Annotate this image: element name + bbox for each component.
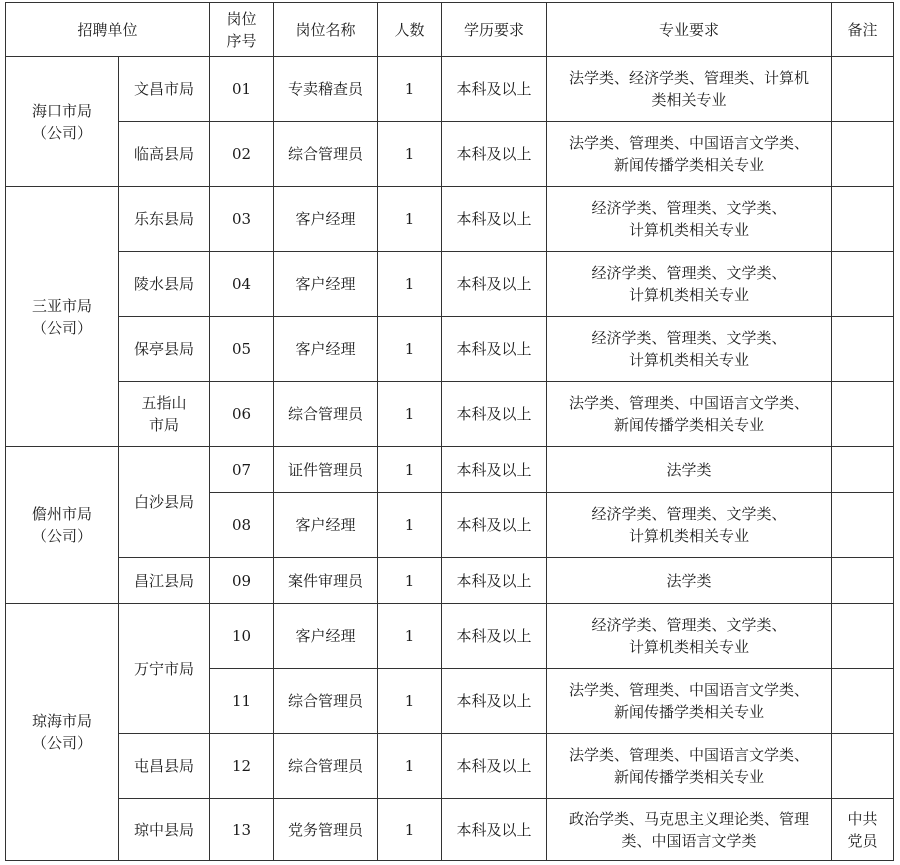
position-seq: 09 bbox=[210, 558, 274, 604]
position-name: 客户经理 bbox=[274, 187, 378, 252]
education-req: 本科及以上 bbox=[442, 558, 547, 604]
major-req: 经济学类、管理类、文学类、 计算机类相关专业 bbox=[547, 252, 832, 317]
position-count: 1 bbox=[378, 447, 442, 493]
table-row bbox=[6, 122, 894, 187]
major-req: 法学类 bbox=[547, 558, 832, 604]
table-row bbox=[6, 317, 894, 382]
position-seq: 01 bbox=[210, 57, 274, 122]
education-req: 本科及以上 bbox=[442, 252, 547, 317]
position-seq: 13 bbox=[210, 799, 274, 861]
table-row bbox=[6, 57, 894, 122]
table-row bbox=[6, 382, 894, 447]
position-name: 综合管理员 bbox=[274, 382, 378, 447]
position-count: 1 bbox=[378, 734, 442, 799]
major-req: 经济学类、管理类、文学类、 计算机类相关专业 bbox=[547, 187, 832, 252]
group-name: 琼海市局 （公司） bbox=[6, 604, 119, 861]
bureau-name: 昌江县局 bbox=[119, 558, 210, 604]
major-req: 法学类、经济学类、管理类、计算机 类相关专业 bbox=[547, 57, 832, 122]
bureau-name: 临高县局 bbox=[119, 122, 210, 187]
table-row bbox=[6, 799, 894, 861]
remark bbox=[832, 252, 894, 317]
position-seq: 06 bbox=[210, 382, 274, 447]
table-row bbox=[6, 447, 894, 493]
education-req: 本科及以上 bbox=[442, 122, 547, 187]
major-req: 经济学类、管理类、文学类、 计算机类相关专业 bbox=[547, 317, 832, 382]
education-req: 本科及以上 bbox=[442, 799, 547, 861]
position-seq: 04 bbox=[210, 252, 274, 317]
position-seq: 08 bbox=[210, 493, 274, 558]
group-name: 海口市局 （公司） bbox=[6, 57, 119, 187]
position-name: 客户经理 bbox=[274, 252, 378, 317]
position-name: 客户经理 bbox=[274, 604, 378, 669]
header-remark: 备注 bbox=[832, 3, 894, 57]
position-name: 专卖稽查员 bbox=[274, 57, 378, 122]
position-name: 综合管理员 bbox=[274, 122, 378, 187]
position-seq: 05 bbox=[210, 317, 274, 382]
position-count: 1 bbox=[378, 252, 442, 317]
position-count: 1 bbox=[378, 558, 442, 604]
table-row bbox=[6, 734, 894, 799]
position-name: 案件审理员 bbox=[274, 558, 378, 604]
header-seq: 岗位 序号 bbox=[210, 3, 274, 57]
position-count: 1 bbox=[378, 382, 442, 447]
education-req: 本科及以上 bbox=[442, 669, 547, 734]
bureau-name: 五指山 市局 bbox=[119, 382, 210, 447]
remark bbox=[832, 317, 894, 382]
position-count: 1 bbox=[378, 799, 442, 861]
position-count: 1 bbox=[378, 122, 442, 187]
position-name: 综合管理员 bbox=[274, 669, 378, 734]
position-name: 客户经理 bbox=[274, 493, 378, 558]
major-req: 法学类 bbox=[547, 447, 832, 493]
bureau-name: 保亭县局 bbox=[119, 317, 210, 382]
header-position: 岗位名称 bbox=[274, 3, 378, 57]
bureau-name: 屯昌县局 bbox=[119, 734, 210, 799]
remark bbox=[832, 604, 894, 669]
position-seq: 03 bbox=[210, 187, 274, 252]
bureau-name: 乐东县局 bbox=[119, 187, 210, 252]
position-seq: 10 bbox=[210, 604, 274, 669]
bureau-name: 白沙县局 bbox=[119, 447, 210, 558]
position-count: 1 bbox=[378, 57, 442, 122]
major-req: 经济学类、管理类、文学类、 计算机类相关专业 bbox=[547, 604, 832, 669]
major-req: 法学类、管理类、中国语言文学类、 新闻传播学类相关专业 bbox=[547, 669, 832, 734]
remark bbox=[832, 57, 894, 122]
education-req: 本科及以上 bbox=[442, 187, 547, 252]
position-seq: 12 bbox=[210, 734, 274, 799]
group-name: 儋州市局 （公司） bbox=[6, 447, 119, 604]
bureau-name: 万宁市局 bbox=[119, 604, 210, 734]
education-req: 本科及以上 bbox=[442, 57, 547, 122]
bureau-name: 陵水县局 bbox=[119, 252, 210, 317]
position-name: 党务管理员 bbox=[274, 799, 378, 861]
header-unit: 招聘单位 bbox=[6, 3, 210, 57]
bureau-name: 琼中县局 bbox=[119, 799, 210, 861]
position-count: 1 bbox=[378, 187, 442, 252]
table-row bbox=[6, 604, 894, 669]
education-req: 本科及以上 bbox=[442, 604, 547, 669]
education-req: 本科及以上 bbox=[442, 382, 547, 447]
position-count: 1 bbox=[378, 604, 442, 669]
position-name: 证件管理员 bbox=[274, 447, 378, 493]
remark bbox=[832, 447, 894, 493]
position-count: 1 bbox=[378, 669, 442, 734]
table-row bbox=[6, 252, 894, 317]
position-count: 1 bbox=[378, 317, 442, 382]
recruitment-table bbox=[5, 2, 894, 861]
education-req: 本科及以上 bbox=[442, 493, 547, 558]
remark bbox=[832, 558, 894, 604]
remark bbox=[832, 669, 894, 734]
header-major: 专业要求 bbox=[547, 3, 832, 57]
remark bbox=[832, 493, 894, 558]
table-row bbox=[6, 558, 894, 604]
remark bbox=[832, 187, 894, 252]
position-seq: 07 bbox=[210, 447, 274, 493]
education-req: 本科及以上 bbox=[442, 317, 547, 382]
remark bbox=[832, 122, 894, 187]
bureau-name: 文昌市局 bbox=[119, 57, 210, 122]
position-seq: 11 bbox=[210, 669, 274, 734]
education-req: 本科及以上 bbox=[442, 734, 547, 799]
position-name: 客户经理 bbox=[274, 317, 378, 382]
header-education: 学历要求 bbox=[442, 3, 547, 57]
header-count: 人数 bbox=[378, 3, 442, 57]
major-req: 法学类、管理类、中国语言文学类、 新闻传播学类相关专业 bbox=[547, 734, 832, 799]
major-req: 政治学类、马克思主义理论类、管理 类、中国语言文学类 bbox=[547, 799, 832, 861]
table-header-row bbox=[6, 3, 894, 57]
education-req: 本科及以上 bbox=[442, 447, 547, 493]
table-row bbox=[6, 187, 894, 252]
remark bbox=[832, 382, 894, 447]
remark bbox=[832, 734, 894, 799]
position-name: 综合管理员 bbox=[274, 734, 378, 799]
major-req: 经济学类、管理类、文学类、 计算机类相关专业 bbox=[547, 493, 832, 558]
position-count: 1 bbox=[378, 493, 442, 558]
major-req: 法学类、管理类、中国语言文学类、 新闻传播学类相关专业 bbox=[547, 122, 832, 187]
position-seq: 02 bbox=[210, 122, 274, 187]
major-req: 法学类、管理类、中国语言文学类、 新闻传播学类相关专业 bbox=[547, 382, 832, 447]
remark: 中共 党员 bbox=[832, 799, 894, 861]
group-name: 三亚市局 （公司） bbox=[6, 187, 119, 447]
